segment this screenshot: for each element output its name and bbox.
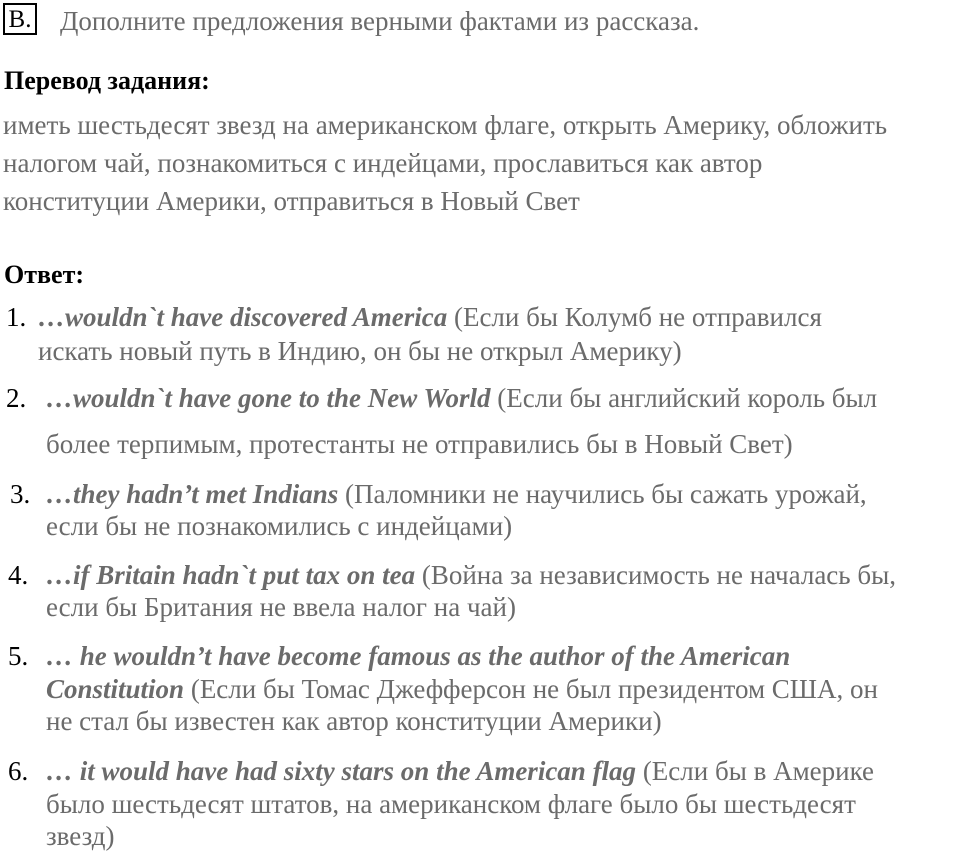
item-translation-line: если бы Британия не ввела налог на чай) <box>46 592 516 622</box>
item-number: 4. <box>8 560 29 590</box>
item-translation-line: более терпимым, протестанты не отправились бы в Новый Свет) <box>46 429 793 459</box>
item-translation-line: звезд) <box>46 821 115 851</box>
item-answer: …they hadn’t met Indians <box>46 479 339 509</box>
translation-heading: Перевод задания: <box>4 66 210 95</box>
item-translation-line: не стал бы известен как автор конституции Америки) <box>46 706 662 736</box>
item-translation-line: если бы не познакомились с индейцами) <box>46 511 513 541</box>
item-translation: (Паломники не научились бы сажать урожай, <box>338 479 867 509</box>
item-number: 6. <box>8 756 29 786</box>
item-number: 5. <box>8 641 29 671</box>
item-first-line <box>46 562 896 589</box>
item-first-line <box>38 304 822 331</box>
translation-line: иметь шестьдесят звезд на американском флаге, открыть Америку, обложить <box>3 110 888 140</box>
item-translation: (Война за независимость не началась бы, <box>415 560 896 590</box>
item-translation: (Если бы Колумб не отправился <box>447 302 822 332</box>
item-translation-line: было шестьдесят штатов, на американском флаге было бы шестьдесят <box>46 789 856 819</box>
item-translation: (Если бы английский король был <box>490 383 878 413</box>
item-answer-continued: Constitution <box>46 674 185 704</box>
item-translation-line: искать новый путь в Индию, он бы не открыл Америку) <box>38 336 682 366</box>
item-translation: (Если бы в Америке <box>636 756 875 786</box>
item-answer: … it would have had sixty stars on the American flag <box>46 756 637 786</box>
item-first-line <box>46 758 874 785</box>
translation-line: налогом чай, познакомиться с индейцами, прославиться как автор <box>3 148 763 178</box>
item-number: 3. <box>10 479 31 509</box>
item-number: 1. <box>6 302 27 332</box>
item-second-line <box>46 676 878 703</box>
item-answer: …wouldn`t have discovered America <box>38 302 448 332</box>
item-number: 2. <box>6 383 27 413</box>
item-translation: (Если бы Томас Джефферсон не был президентом США, он <box>184 674 878 704</box>
item-answer: …wouldn`t have gone to the New World <box>46 383 491 413</box>
answer-heading: Ответ: <box>4 260 85 289</box>
item-first-line <box>46 385 877 412</box>
task-label: B. <box>3 3 37 35</box>
item-answer: …if Britain hadn`t put tax on tea <box>46 560 416 590</box>
translation-line: конституции Америки, отправиться в Новый Свет <box>3 186 580 216</box>
item-first-line <box>46 481 867 508</box>
task-instruction: Дополните предложения верными фактами из рассказа. <box>60 6 700 36</box>
item-answer: … he wouldn’t have become famous as the author of the American <box>46 641 791 671</box>
